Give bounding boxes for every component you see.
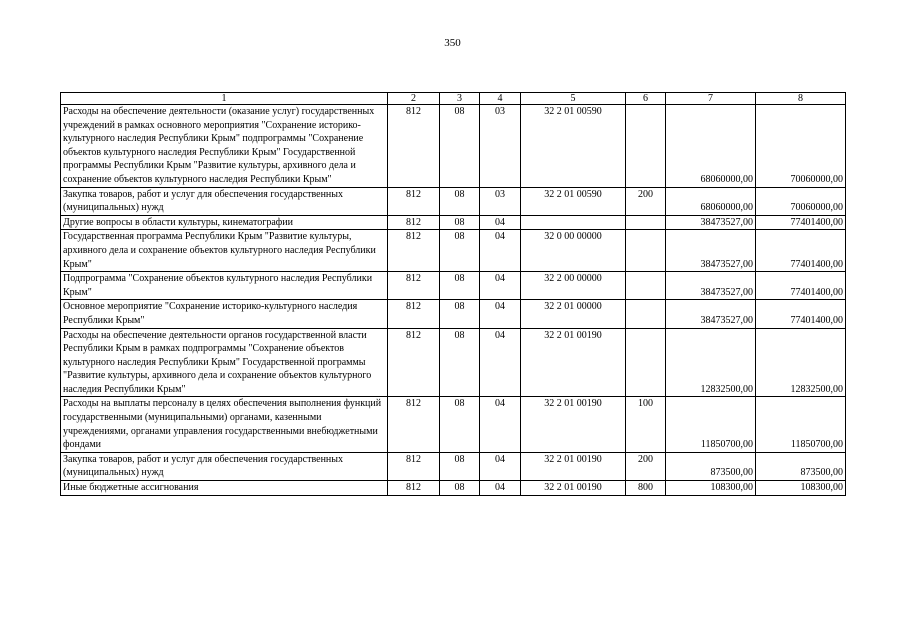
- row-subsection-cell: 04: [480, 397, 521, 452]
- row-expense-type-cell: [626, 300, 666, 328]
- row-subsection-cell: 03: [480, 105, 521, 188]
- row-section-cell: 08: [440, 397, 480, 452]
- row-expense-type-cell: 800: [626, 481, 666, 496]
- table-row: [61, 452, 846, 480]
- table-row: [61, 215, 846, 230]
- row-sum-year1-cell: 12832500,00: [666, 328, 756, 397]
- header-cell: 2: [388, 93, 440, 105]
- row-section-cell: 08: [440, 272, 480, 300]
- row-subsection-cell: 04: [480, 230, 521, 272]
- row-target-article-cell: 32 2 01 00190: [521, 481, 626, 496]
- row-name-cell: Основное мероприятие "Сохранение историко-культурного наследия Республики Крым": [61, 300, 388, 328]
- row-subsection-cell: 04: [480, 215, 521, 230]
- row-sum-year1-cell: 38473527,00: [666, 230, 756, 272]
- table-row: [61, 230, 846, 272]
- row-section-cell: 08: [440, 230, 480, 272]
- row-target-article-cell: 32 2 01 00000: [521, 300, 626, 328]
- row-name-cell: Закупка товаров, работ и услуг для обеспечения государственных (муниципальных) нужд: [61, 452, 388, 480]
- row-section-cell: 08: [440, 215, 480, 230]
- row-grbs-cell: 812: [388, 187, 440, 215]
- header-cell: 5: [521, 93, 626, 105]
- row-grbs-cell: 812: [388, 452, 440, 480]
- row-section-cell: 08: [440, 105, 480, 188]
- row-sum-year1-cell: 38473527,00: [666, 300, 756, 328]
- row-name-cell: Расходы на обеспечение деятельности (оказание услуг) государственных учреждений в рамках основного мероприятия "Сохранение историко-культурного наследия Республики Крым" подпрограммы "Сохранение объектов культурного наследия Республики Крым" Государственной программы Республики Крым "Развитие культуры, архивного дела и сохранение объектов культурного наследия Республики Крым": [61, 105, 388, 188]
- budget-table: [60, 92, 846, 496]
- row-sum-year2-cell: 70060000,00: [756, 187, 846, 215]
- row-sum-year2-cell: 77401400,00: [756, 272, 846, 300]
- header-row: [61, 93, 846, 105]
- table-row: [61, 397, 846, 452]
- row-sum-year1-cell: 11850700,00: [666, 397, 756, 452]
- header-cell: 4: [480, 93, 521, 105]
- table-row: [61, 328, 846, 397]
- row-expense-type-cell: 200: [626, 452, 666, 480]
- row-section-cell: 08: [440, 452, 480, 480]
- table-body: [61, 105, 846, 496]
- row-target-article-cell: [521, 215, 626, 230]
- row-target-article-cell: 32 2 00 00000: [521, 272, 626, 300]
- row-grbs-cell: 812: [388, 397, 440, 452]
- header-cell: 3: [440, 93, 480, 105]
- row-target-article-cell: 32 2 01 00590: [521, 187, 626, 215]
- row-target-article-cell: 32 2 01 00190: [521, 328, 626, 397]
- row-sum-year2-cell: 77401400,00: [756, 300, 846, 328]
- row-grbs-cell: 812: [388, 215, 440, 230]
- row-sum-year2-cell: 11850700,00: [756, 397, 846, 452]
- row-grbs-cell: 812: [388, 481, 440, 496]
- row-sum-year1-cell: 68060000,00: [666, 105, 756, 188]
- row-name-cell: Подпрограмма "Сохранение объектов культурного наследия Республики Крым": [61, 272, 388, 300]
- table-row: [61, 187, 846, 215]
- row-expense-type-cell: [626, 105, 666, 188]
- row-sum-year1-cell: 38473527,00: [666, 272, 756, 300]
- row-grbs-cell: 812: [388, 300, 440, 328]
- row-subsection-cell: 04: [480, 481, 521, 496]
- row-target-article-cell: 32 2 01 00190: [521, 397, 626, 452]
- row-section-cell: 08: [440, 187, 480, 215]
- row-target-article-cell: 32 2 01 00590: [521, 105, 626, 188]
- table-row: [61, 300, 846, 328]
- row-expense-type-cell: [626, 272, 666, 300]
- row-name-cell: Закупка товаров, работ и услуг для обеспечения государственных (муниципальных) нужд: [61, 187, 388, 215]
- row-sum-year2-cell: 70060000,00: [756, 105, 846, 188]
- row-expense-type-cell: 100: [626, 397, 666, 452]
- row-expense-type-cell: 200: [626, 187, 666, 215]
- row-subsection-cell: 03: [480, 187, 521, 215]
- row-section-cell: 08: [440, 481, 480, 496]
- row-grbs-cell: 812: [388, 105, 440, 188]
- row-sum-year1-cell: 68060000,00: [666, 187, 756, 215]
- row-section-cell: 08: [440, 328, 480, 397]
- row-sum-year2-cell: 77401400,00: [756, 215, 846, 230]
- row-name-cell: Другие вопросы в области культуры, кинематографии: [61, 215, 388, 230]
- row-sum-year2-cell: 873500,00: [756, 452, 846, 480]
- row-name-cell: Расходы на обеспечение деятельности органов государственной власти Республики Крым в рамках подпрограммы "Сохранение объектов культурного наследия Республики Крым" Государственной программы "Развитие культуры, архивного дела и сохранение объектов культурного наследия Республики Крым": [61, 328, 388, 397]
- row-target-article-cell: 32 2 01 00190: [521, 452, 626, 480]
- row-sum-year2-cell: 108300,00: [756, 481, 846, 496]
- row-section-cell: 08: [440, 300, 480, 328]
- row-subsection-cell: 04: [480, 452, 521, 480]
- header-cell: 1: [61, 93, 388, 105]
- row-expense-type-cell: [626, 230, 666, 272]
- row-subsection-cell: 04: [480, 272, 521, 300]
- row-sum-year2-cell: 77401400,00: [756, 230, 846, 272]
- row-expense-type-cell: [626, 215, 666, 230]
- row-name-cell: Расходы на выплаты персоналу в целях обеспечения выполнения функций государственными (муниципальными) органами, казенными учреждениями, органами управления государственными внебюджетными фондами: [61, 397, 388, 452]
- row-sum-year2-cell: 12832500,00: [756, 328, 846, 397]
- row-name-cell: Государственная программа Республики Крым "Развитие культуры, архивного дела и сохранение объектов культурного наследия Республики Крым": [61, 230, 388, 272]
- header-cell: 7: [666, 93, 756, 105]
- header-cell: 6: [626, 93, 666, 105]
- row-sum-year1-cell: 873500,00: [666, 452, 756, 480]
- table-row: [61, 481, 846, 496]
- row-target-article-cell: 32 0 00 00000: [521, 230, 626, 272]
- row-grbs-cell: 812: [388, 230, 440, 272]
- table-row: [61, 272, 846, 300]
- row-subsection-cell: 04: [480, 328, 521, 397]
- row-name-cell: Иные бюджетные ассигнования: [61, 481, 388, 496]
- table-row: [61, 105, 846, 188]
- row-sum-year1-cell: 38473527,00: [666, 215, 756, 230]
- header-cell: 8: [756, 93, 846, 105]
- row-grbs-cell: 812: [388, 272, 440, 300]
- row-subsection-cell: 04: [480, 300, 521, 328]
- row-grbs-cell: 812: [388, 328, 440, 397]
- page-number: 350: [444, 37, 461, 49]
- row-expense-type-cell: [626, 328, 666, 397]
- row-sum-year1-cell: 108300,00: [666, 481, 756, 496]
